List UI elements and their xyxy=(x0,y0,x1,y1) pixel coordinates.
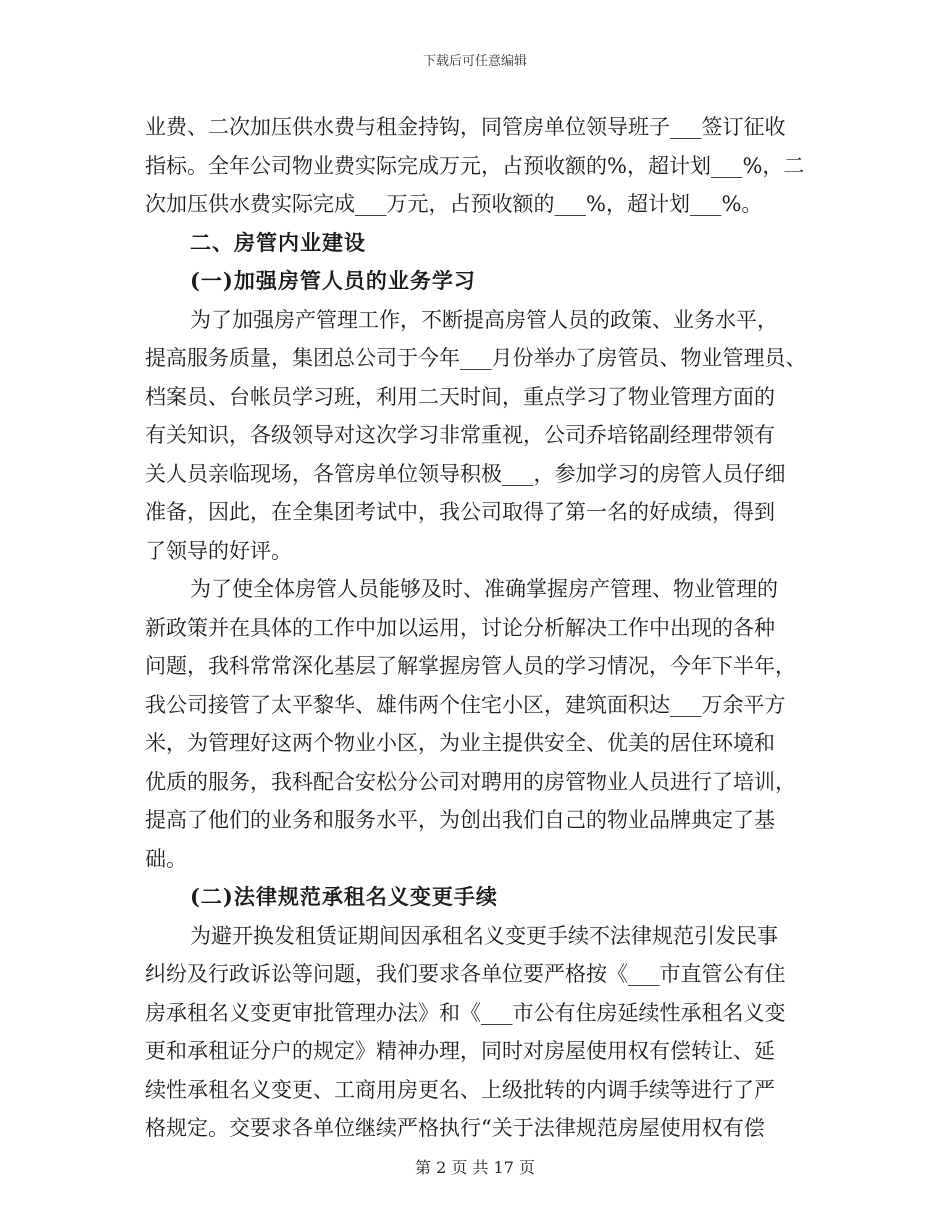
text-line: 续性承租名义变更、工商用房更名、上级批转的内调手续等进行了严 xyxy=(145,1077,775,1102)
paragraph-start: 为了使全体房管人员能够及时、准确掌握房产管理、物业管理的 xyxy=(190,577,778,601)
text-line: 档案员、台帐员学习班，利用二天时间，重点学习了物业管理方面的 xyxy=(145,384,775,409)
text-line: 优质的服务，我科配合安松分公司对聘用的房管物业人员进行了培训， xyxy=(145,769,796,794)
text-line: 次加压供水费实际完成___万元，占预收额的___%，超计划___%。 xyxy=(145,192,763,216)
text-line: 我公司接管了太平黎华、雄伟两个住宅小区，建筑面积达___万余平方 xyxy=(145,692,786,717)
text-line: 新政策并在具体的工作中加以运用，讨论分析解决工作中出现的各种 xyxy=(145,615,775,640)
text-line: 了领导的好评。 xyxy=(145,538,292,563)
text-line: 问题，我科常常深化基层了解掌握房管人员的学习情况，今年下半年， xyxy=(145,654,796,678)
text-line: 有关知识，各级领导对这次学习非常重视，公司乔培铭副经理带领有 xyxy=(145,423,775,447)
text-line: 提高了他们的业务和服务水平，为创出我们自己的物业品牌典定了基 xyxy=(145,808,775,832)
text-line: 更和承租证分户的规定》精神办理，同时对房屋使用权有偿转让、延 xyxy=(145,1039,775,1063)
page-header: 下载后可任意编辑 xyxy=(422,54,527,69)
text-line: 格规定。交要求各单位继续严格执行“关于法律规范房屋使用权有偿 xyxy=(145,1116,765,1140)
paragraph-start: 为避开换发租赁证期间因承租名义变更手续不法律规范引发民事 xyxy=(190,923,778,948)
text-line: 米，为管理好这两个物业小区，为业主提供安全、优美的居住环境和 xyxy=(145,731,775,755)
page-footer: 第 2 页 共 17 页 xyxy=(415,1158,535,1177)
text-line: 提高服务质量，集团总公司于今年___月份举办了房管员、物业管理员、 xyxy=(145,346,807,370)
subsection-heading: (一)加强房管人员的业务学习 xyxy=(190,268,476,293)
text-line: 纠纷及行政诉讼等问题，我们要求各单位要严格按《___市直管公有住 xyxy=(145,962,786,986)
text-line: 础。 xyxy=(145,846,187,871)
text-line: 房承租名义变更审批管理办法》和《___市公有住房延续性承租名义变 xyxy=(145,1000,786,1025)
text-line: 准备，因此，在全集团考试中，我公司取得了第一名的好成绩，得到 xyxy=(145,500,775,524)
text-line: 业费、二次加压供水费与租金持钩，同管房单位领导班子___签订征收 xyxy=(145,115,786,139)
text-line: 指标。全年公司物业费实际完成万元，占预收额的%，超计划___%，二 xyxy=(145,153,805,178)
paragraph-start: 为了加强房产管理工作，不断提高房管人员的政策、业务水平， xyxy=(190,307,778,332)
document-body xyxy=(145,108,825,1148)
section-heading: 二、房管内业建设 xyxy=(190,229,366,255)
subsection-heading: (二)法律规范承租名义变更手续 xyxy=(190,884,498,909)
text-line: 关人员亲临现场，各管房单位领导积极___，参加学习的房管人员仔细 xyxy=(145,461,786,486)
